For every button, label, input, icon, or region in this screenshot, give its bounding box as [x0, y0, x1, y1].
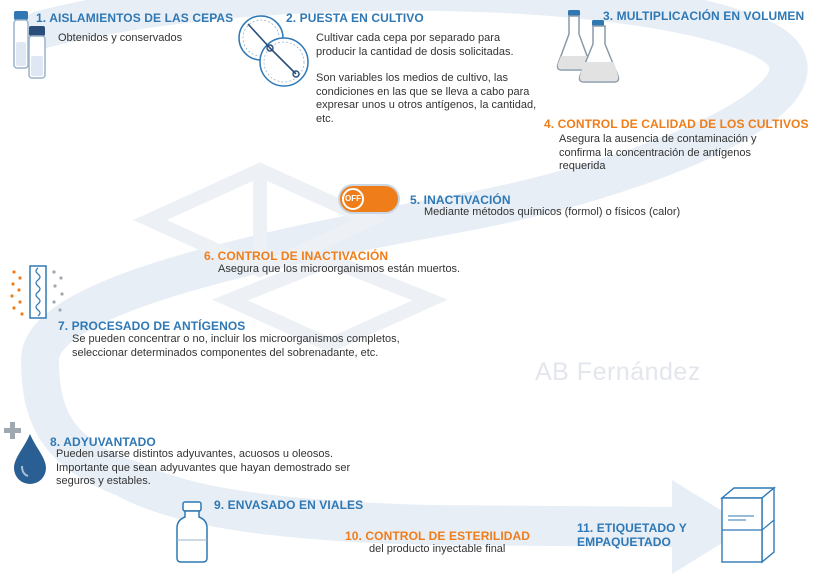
off-switch-icon: [338, 184, 400, 214]
step-5-description: Mediante métodos químicos (formol) o físicos (calor): [424, 206, 681, 218]
step-1-description: Obtenidos y conservados: [58, 32, 183, 44]
step-7-title: 7. PROCESADO DE ANTÍGENOS: [58, 319, 246, 333]
step-1-title: 1. AISLAMIENTOS DE LAS CEPAS: [36, 11, 234, 25]
step-4-description: Asegura la ausencia de contaminación y confirma la concentración de antígenos requerida: [559, 133, 757, 172]
step-11-title: 11. ETIQUETADO Y: [577, 521, 687, 535]
filter-icon: [8, 264, 72, 322]
step-6-description: Asegura que los microorganismos están muertos.: [218, 263, 461, 275]
step-9-title: 9. ENVASADO EN VIALES: [214, 498, 364, 512]
step-6-title: 6. CONTROL DE INACTIVACIÓN: [204, 249, 389, 263]
off-label: OFF: [342, 188, 364, 210]
step-8-title: 8. ADYUVANTADO: [50, 435, 156, 449]
step-7-description: Se pueden concentrar o no, incluir los microorganismos completos, seleccionar determinados componentes del sobrenadante, etc.: [72, 333, 400, 359]
step-3-title: 3. MULTIPLICACIÓN EN VOLUMEN: [603, 9, 805, 23]
watermark: AB Fernández: [535, 358, 701, 386]
drop-plus-icon: [2, 420, 54, 486]
step-2-description: Cultivar cada cepa por separado para producir la cantidad de dosis solicitadas.: [316, 32, 514, 58]
boxes-icon: [718, 484, 778, 564]
step-8-description: Pueden usarse distintos adyuvantes, acuosos u oleosos. Importante que sean adyuvantes que hayan demostrado ser seguros y estables.: [56, 448, 351, 487]
step-11-title-line-2: EMPAQUETADO: [577, 535, 671, 549]
vial-icon: [174, 500, 210, 564]
step-10-title: 10. CONTROL DE ESTERILIDAD: [345, 529, 531, 543]
step-2-title: 2. PUESTA EN CULTIVO: [286, 11, 424, 25]
step-2-description-2: Son variables los medios de cultivo, las condiciones en las que se lleva a cabo para expresar unos u otros antígenos, la cantidad, etc.: [316, 72, 537, 125]
step-5-title: 5. INACTIVACIÓN: [410, 193, 511, 207]
step-10-description: del producto inyectable final: [369, 543, 506, 555]
step-4-title: 4. CONTROL DE CALIDAD DE LOS CULTIVOS: [544, 117, 809, 131]
